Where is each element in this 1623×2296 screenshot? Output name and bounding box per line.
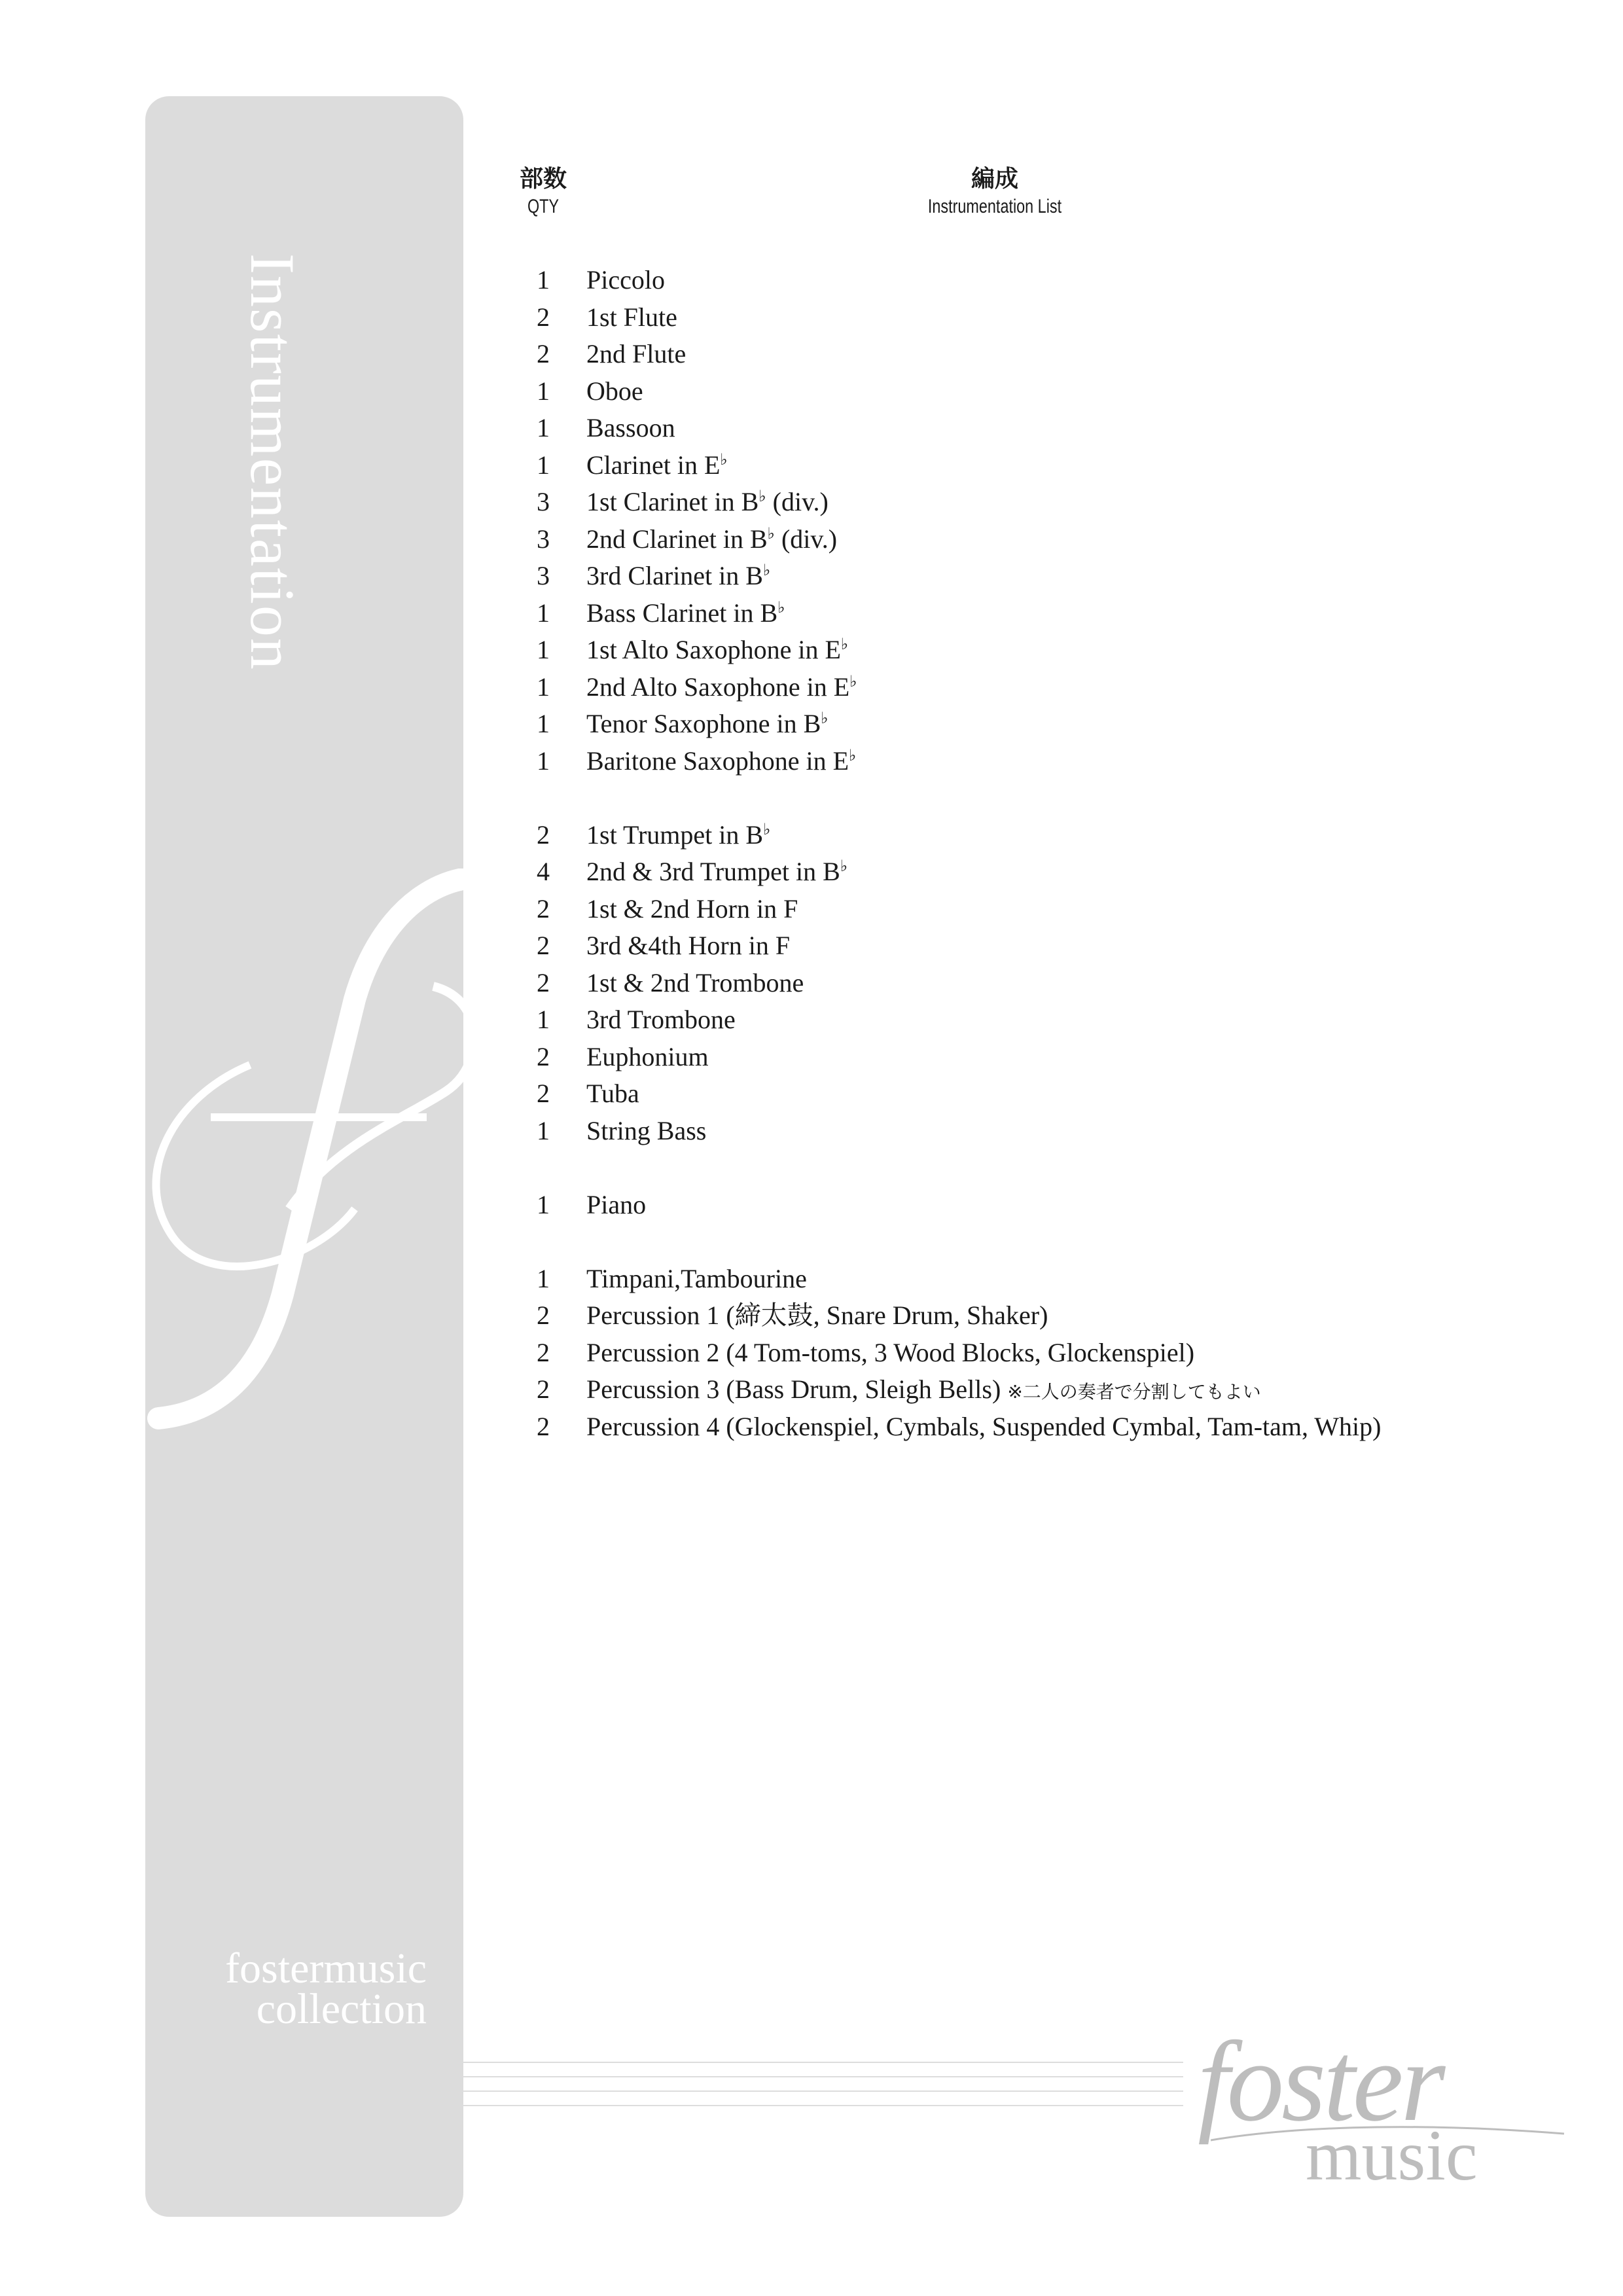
instrument-qty: 2 [537, 1337, 550, 1367]
instrument-name: Euphonium [586, 1041, 709, 1071]
instrument-name: 3rd &4th Horn in F [586, 931, 791, 960]
instrument-note: ※二人の奏者で分割してもよい [1007, 1381, 1261, 1403]
list-header-jp: 編成 [971, 165, 1018, 192]
instrument-qty: 1 [537, 265, 550, 295]
instrument-name-cell [586, 632, 848, 669]
collection-line2: collection [256, 1985, 427, 2033]
instrument-name-cell [586, 669, 857, 706]
instrument-qty: 3 [537, 487, 550, 516]
instrument-list [510, 262, 1610, 1445]
instrument-name-cell [586, 521, 837, 558]
instrument-row [510, 706, 1610, 743]
instrument-qty: 1 [537, 672, 550, 702]
instrument-name: 1st Flute [586, 302, 677, 332]
instrument-row [510, 1297, 1610, 1335]
instrument-row [510, 521, 1610, 558]
instrument-name: Oboe [586, 376, 643, 406]
instrument-name-cell [586, 706, 829, 743]
instrument-row [510, 373, 1610, 410]
sidebar-title: Instrumentation [238, 253, 308, 671]
instrument-name-cell [586, 1371, 1261, 1411]
instrument-row [510, 558, 1610, 595]
instrument-qty: 1 [537, 413, 550, 442]
instrument-name: 2nd Clarinet in B [586, 524, 768, 554]
list-header-en: Instrumentation List [927, 196, 1062, 217]
instrument-row [510, 632, 1610, 669]
instrument-name-cell [586, 743, 856, 780]
instrument-row [510, 299, 1610, 336]
instrument-row [510, 669, 1610, 706]
instrument-qty: 3 [537, 561, 550, 590]
instrument-name: Bass Clarinet in B [586, 598, 778, 628]
instrument-row [510, 336, 1610, 373]
logo-music: music [1306, 2115, 1478, 2195]
flat-icon: ♭ [758, 488, 766, 505]
instrument-name: Piano [586, 1189, 647, 1219]
instrument-qty: 1 [537, 1263, 550, 1293]
instrument-name-cell [586, 336, 686, 373]
flat-icon: ♭ [763, 821, 771, 838]
instrument-name: Percussion 4 (Glockenspiel, Cymbals, Suspended Cymbal, Tam-tam, Whip) [586, 1411, 1382, 1441]
instrument-name: 1st Alto Saxophone in E [586, 635, 841, 664]
instrument-row [510, 891, 1610, 928]
instrument-qty: 1 [537, 1115, 550, 1145]
instrument-qty: 3 [537, 524, 550, 554]
instrument-name: 2nd Alto Saxophone in E [586, 672, 850, 702]
instrument-row [510, 484, 1610, 521]
flat-icon: ♭ [767, 525, 775, 543]
instrument-qty: 2 [537, 1041, 550, 1071]
instrument-qty: 2 [537, 819, 550, 850]
instrument-qty: 2 [537, 931, 550, 960]
instrument-name-cell [586, 484, 829, 521]
instrument-row [510, 965, 1610, 1002]
instrument-row [510, 817, 1610, 854]
instrument-qty: 1 [537, 635, 550, 664]
instrument-qty: 1 [537, 709, 550, 738]
instrument-name: 2nd & 3rd Trumpet in B [586, 857, 840, 886]
instrument-name-cell [586, 558, 770, 595]
instrument-qty: 1 [537, 450, 550, 480]
instrument-name-cell [586, 817, 770, 854]
qty-header [510, 164, 576, 220]
instrument-name-cell [586, 1039, 709, 1076]
group-spacer [510, 780, 1610, 817]
instrument-name-cell [586, 1187, 646, 1224]
instrument-name: Percussion 3 (Bass Drum, Sleigh Bells) [586, 1374, 1008, 1404]
instrument-row [510, 1075, 1610, 1113]
instrument-name: Tuba [586, 1079, 639, 1108]
instrument-qty: 1 [537, 598, 550, 628]
flat-icon: ♭ [849, 673, 857, 691]
instrument-row [510, 743, 1610, 780]
foster-music-logo [1185, 2016, 1564, 2195]
instrument-row [510, 1261, 1610, 1298]
instrument-name-cell [586, 1113, 706, 1150]
staff-lines [463, 2062, 1183, 2121]
instrument-row [510, 410, 1610, 447]
qty-header-jp: 部数 [519, 165, 567, 192]
flat-icon: ♭ [821, 710, 829, 727]
instrument-name-cell [586, 262, 665, 299]
instrument-name: Bassoon [586, 413, 675, 442]
instrument-row [510, 1371, 1610, 1408]
instrument-name-cell [586, 373, 643, 410]
flat-icon: ♭ [720, 451, 728, 469]
instrument-qty: 1 [537, 1005, 550, 1034]
instrument-qty: 4 [537, 857, 550, 886]
instrument-qty: 2 [537, 339, 550, 368]
instrument-name: Percussion 1 (締太鼓, Snare Drum, Shaker) [586, 1300, 1048, 1330]
instrument-name: Tenor Saxophone in B [586, 709, 821, 738]
instrument-name-cell [586, 1297, 1048, 1335]
instrument-name: 3rd Clarinet in B [586, 561, 763, 590]
instrument-name: 1st & 2nd Trombone [586, 967, 804, 997]
instrument-name: 1st Clarinet in B [586, 487, 759, 516]
collection-label [225, 1945, 427, 2033]
instrument-name-cell [586, 891, 798, 928]
instrument-row [510, 595, 1610, 632]
instrument-name-cell [586, 1001, 736, 1039]
instrument-name-cell [586, 299, 677, 336]
instrument-name-cell [586, 447, 728, 484]
instrument-qty: 2 [537, 1079, 550, 1108]
instrument-name: 1st Trumpet in B [586, 819, 764, 850]
flat-icon: ♭ [777, 599, 785, 617]
instrument-row [510, 447, 1610, 484]
flat-icon: ♭ [849, 747, 857, 764]
instrument-name-cell [586, 1408, 1381, 1446]
instrument-qty: 2 [537, 967, 550, 997]
instrument-name: Clarinet in E [586, 450, 721, 480]
instrument-name: Timpani,Tambourine [586, 1263, 807, 1293]
flat-icon: ♭ [840, 858, 848, 875]
instrument-row [510, 1335, 1610, 1372]
logo-foster: foster [1198, 2018, 1443, 2145]
instrument-qty: 1 [537, 376, 550, 406]
collection-line1: fostermusic [225, 1945, 427, 1992]
instrument-row [510, 1113, 1610, 1150]
instrument-qty: 2 [537, 893, 550, 924]
instrument-row [510, 1039, 1610, 1076]
instrument-row [510, 927, 1610, 965]
qty-header-en: QTY [527, 196, 560, 217]
instrument-name: String Bass [586, 1115, 707, 1145]
instrument-suffix: (div.) [766, 487, 829, 516]
instrument-qty: 1 [537, 745, 550, 776]
sidebar-panel [145, 96, 463, 2217]
instrument-name-cell [586, 595, 785, 632]
instrument-name: 1st & 2nd Horn in F [586, 893, 798, 924]
instrument-qty: 2 [537, 1374, 550, 1404]
instrument-row [510, 1408, 1610, 1446]
instrument-row [510, 262, 1610, 299]
instrument-name-cell [586, 1261, 807, 1298]
instrument-name: 3rd Trombone [586, 1005, 736, 1034]
instrument-row [510, 1187, 1610, 1224]
instrument-qty: 1 [537, 1189, 550, 1219]
instrument-suffix: (div.) [774, 524, 838, 554]
group-spacer [510, 1223, 1610, 1261]
instrument-name-cell [586, 853, 847, 891]
instrument-name: Percussion 2 (4 Tom-toms, 3 Wood Blocks, Glockenspiel) [586, 1337, 1195, 1367]
flat-icon: ♭ [762, 562, 771, 579]
instrument-name: 2nd Flute [586, 339, 687, 368]
instrument-qty: 2 [537, 1411, 550, 1441]
instrument-name-cell [586, 1335, 1194, 1372]
instrument-name-cell [586, 927, 790, 965]
instrument-row [510, 853, 1610, 891]
forte-f-icon [145, 869, 463, 1431]
group-spacer [510, 1149, 1610, 1187]
instrument-name-cell [586, 965, 804, 1002]
instrument-name: Piccolo [586, 265, 665, 295]
instrument-name: Baritone Saxophone in E [586, 745, 849, 776]
list-header [864, 164, 1126, 220]
flat-icon: ♭ [840, 636, 849, 653]
instrument-name-cell [586, 1075, 639, 1113]
instrument-qty: 2 [537, 302, 550, 332]
instrument-name-cell [586, 410, 675, 447]
instrument-row [510, 1001, 1610, 1039]
instrument-qty: 2 [537, 1300, 550, 1330]
